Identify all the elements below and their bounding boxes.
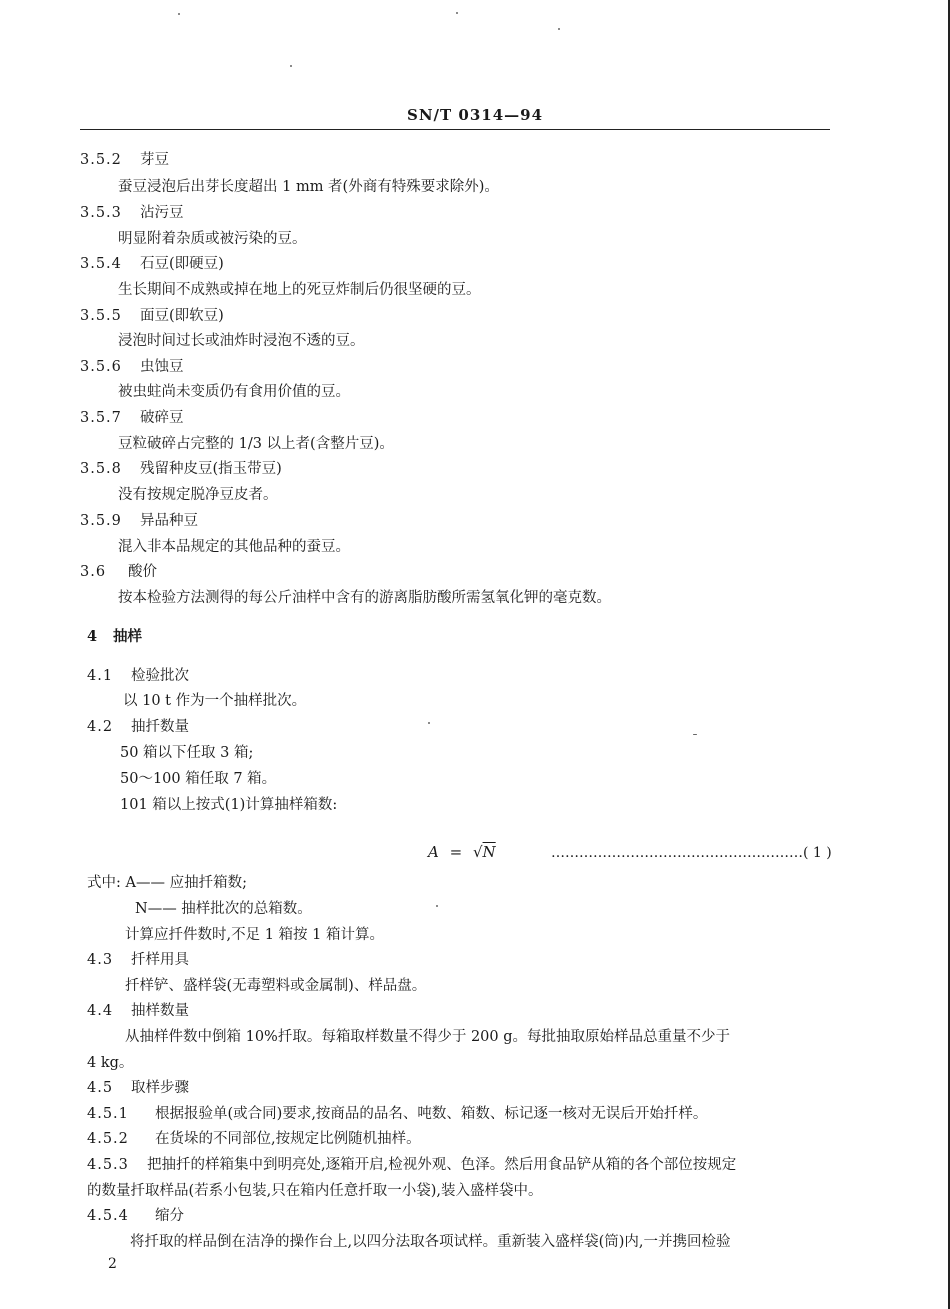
- subsection-heading: 4.1 检验批次: [87, 668, 189, 684]
- formula: A = √N: [428, 843, 496, 861]
- subsection-heading: 4.4 抽样数量: [87, 1003, 189, 1019]
- item-description: 蚕豆浸泡后出芽长度超出 1 mm 者(外商有特殊要求除外)。: [118, 179, 499, 195]
- header-rule: [80, 129, 830, 130]
- subsection-description: 扦样铲、盛样袋(无毒塑料或金属制)、样品盘。: [125, 978, 427, 994]
- subsection-heading: 4.5 取样步骤: [87, 1080, 189, 1096]
- item-description: 混入非本品规定的其他品种的蚕豆。: [118, 539, 350, 555]
- subsection-description: 从抽样件数中倒箱 10%扦取。每箱取样数量不得少于 200 g。每批抽取原始样品总重量不少于: [125, 1029, 731, 1045]
- scan-speck: [436, 905, 438, 907]
- item-description: 明显附着杂质或被污染的豆。: [118, 231, 307, 247]
- section-heading: 4 抽样: [87, 628, 142, 645]
- item-description: 浸泡时间过长或油炸时浸泡不透的豆。: [118, 333, 365, 349]
- standard-number-header: SN/T 0314—94: [406, 106, 544, 124]
- item-heading: 3.6 酸价: [80, 564, 157, 580]
- step-item-cont: 的数量扦取样品(若系小包装,只在箱内任意扦取一小袋),装入盛样袋中。: [87, 1183, 543, 1199]
- item-heading: 3.5.7 破碎豆: [80, 410, 184, 426]
- step-item: 4.5.1 根据报验单(或合同)要求,按商品的品名、吨数、箱数、标记逐一核对无误后开始扦样。: [87, 1106, 708, 1122]
- item-heading: 3.5.2 芽豆: [80, 152, 169, 168]
- where-clause: 式中: A—— 应抽扦箱数;: [87, 875, 247, 891]
- subsection-heading: 4.3 扦样用具: [87, 952, 189, 968]
- where-clause: N—— 抽样批次的总箱数。: [135, 901, 312, 917]
- subsection-description-cont: 4 kg。: [87, 1055, 134, 1071]
- item-description: 被虫蛀尚未变质仍有食用价值的豆。: [118, 384, 350, 400]
- scan-speck: [456, 12, 458, 14]
- step-item: 4.5.3 把抽扦的样箱集中到明亮处,逐箱开启,检视外观、色泽。然后用食品铲从箱的各个部位按规定: [87, 1157, 737, 1173]
- item-heading: 3.5.4 石豆(即硬豆): [80, 256, 224, 272]
- subsection-description: 以 10 t 作为一个抽样批次。: [123, 693, 307, 709]
- item-description: 按本检验方法测得的每公斤油样中含有的游离脂肪酸所需氢氧化钾的毫克数。: [118, 590, 611, 606]
- note-line: 计算应扦件数时,不足 1 箱按 1 箱计算。: [125, 927, 384, 943]
- scan-speck: [428, 722, 430, 724]
- item-description: 生长期间不成熟或掉在地上的死豆炸制后仍很坚硬的豆。: [118, 282, 481, 298]
- item-heading: 3.5.6 虫蚀豆: [80, 359, 184, 375]
- item-heading: 3.5.5 面豆(即软豆): [80, 308, 224, 324]
- item-heading: 3.5.8 残留种皮豆(指玉带豆): [80, 461, 282, 477]
- scan-speck: [693, 734, 697, 735]
- step-heading: 4.5.4 缩分: [87, 1208, 184, 1224]
- step-description: 将扦取的样品倒在洁净的操作台上,以四分法取各项试样。重新装入盛样袋(筒)内,一并携回检验: [130, 1234, 731, 1250]
- subsection-heading: 4.2 抽扦数量: [87, 719, 189, 735]
- item-heading: 3.5.3 沾污豆: [80, 205, 184, 221]
- item-heading: 3.5.9 异品种豆: [80, 513, 198, 529]
- item-description: 没有按规定脱净豆皮者。: [118, 487, 278, 503]
- formula-number: ( 1 ): [803, 845, 832, 861]
- scan-speck: [558, 28, 560, 30]
- scan-speck: [178, 13, 180, 15]
- item-description: 豆粒破碎占完整的 1/3 以上者(含整片豆)。: [118, 436, 394, 452]
- page-number: 2: [108, 1256, 117, 1272]
- rule-line: 101 箱以上按式(1)计算抽样箱数:: [120, 797, 338, 813]
- scan-speck: [290, 65, 292, 67]
- rule-line: 50～100 箱任取 7 箱。: [120, 771, 277, 787]
- formula-leader: ………………………………………………( 1 ): [551, 845, 832, 861]
- step-item: 4.5.2 在货垛的不同部位,按规定比例随机抽样。: [87, 1131, 421, 1147]
- rule-line: 50 箱以下任取 3 箱;: [120, 745, 254, 761]
